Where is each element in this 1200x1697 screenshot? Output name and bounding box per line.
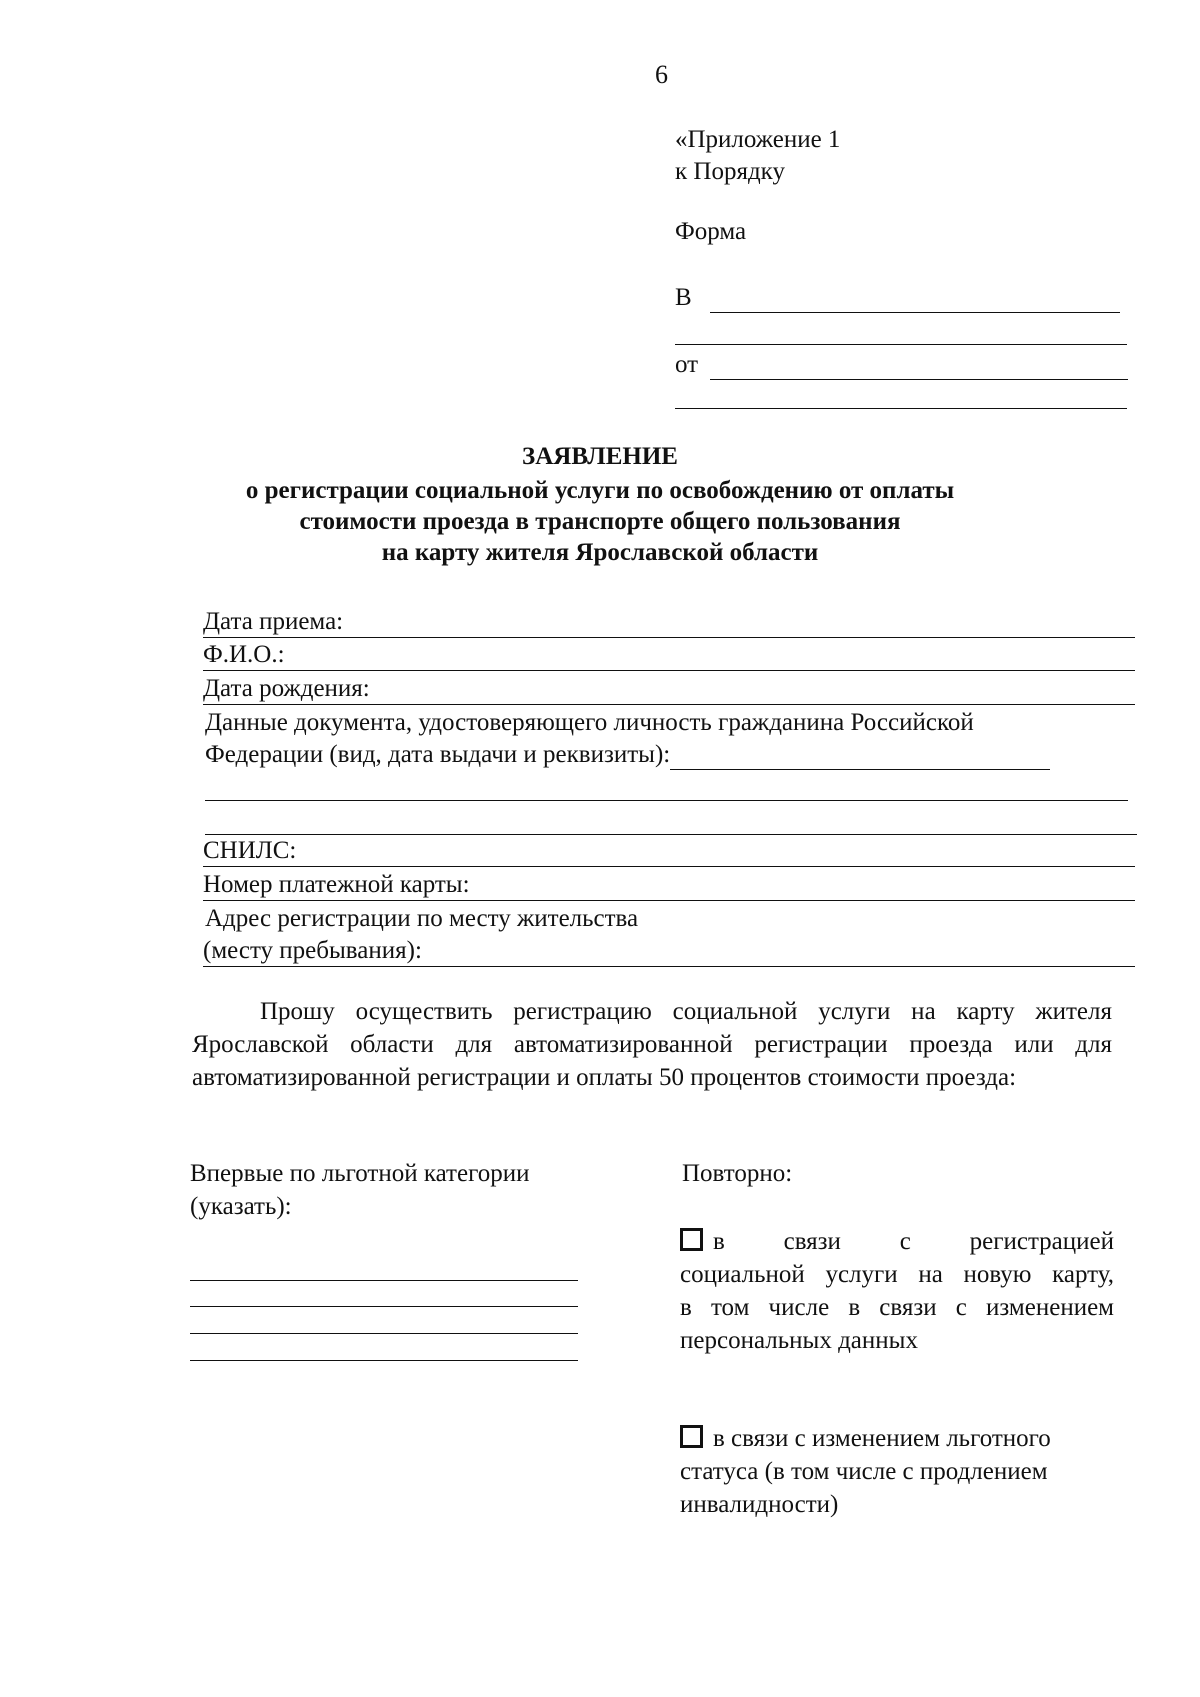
subtitle-line-3: на карту жителя Ярославской области xyxy=(381,539,819,566)
option-new-card-line-2: социальной услуги на новую карту, xyxy=(680,1261,1114,1288)
full-name-label: Ф.И.О.: xyxy=(203,641,285,668)
option-status-line-3: инвалидности) xyxy=(680,1491,839,1518)
reception-date-field[interactable] xyxy=(203,607,1135,638)
category-blank-line-3[interactable] xyxy=(190,1333,578,1334)
from-field-continuation[interactable] xyxy=(675,408,1127,409)
first-time-section xyxy=(190,1157,590,1223)
id-document-field[interactable] xyxy=(670,745,1050,770)
request-paragraph: Прошу осуществить регистрацию социальной услуги на карту жителя Ярославской области для автоматизированной регистрации проезда или для автоматизированной регистрации и оплаты 50 процентов стоимости проезда: xyxy=(192,998,1112,1091)
birth-date-field[interactable] xyxy=(203,674,1135,705)
id-document-label-line-2: Федерации (вид, дата выдачи и реквизиты): xyxy=(205,741,671,768)
first-time-label-line-1: Впервые по льготной категории xyxy=(190,1160,530,1187)
birth-date-label: Дата рождения: xyxy=(203,675,370,702)
appendix-line-1: «Приложение 1 xyxy=(675,126,841,153)
id-document-field-line-3[interactable] xyxy=(205,834,1137,835)
to-row xyxy=(675,283,1120,313)
card-number-label: Номер платежной карты: xyxy=(203,871,470,898)
to-field-continuation[interactable] xyxy=(675,344,1127,345)
appendix-line-2: к Порядку xyxy=(675,158,785,185)
form-label: Форма xyxy=(675,218,747,245)
card-number-field[interactable] xyxy=(203,870,1135,901)
option-status-line-2: статуса (в том числе с продлением xyxy=(680,1458,1048,1485)
to-field[interactable] xyxy=(710,288,1120,313)
id-document-row xyxy=(205,740,1050,770)
appendix-header xyxy=(675,124,840,188)
id-document-label-line-1: Данные документа, удостоверяющего личность гражданина Российской xyxy=(205,709,974,736)
repeat-label: Повторно: xyxy=(682,1160,793,1187)
option-status-line-1 xyxy=(680,1422,1114,1455)
to-label: В xyxy=(675,284,692,311)
first-time-label-line-2: (указать): xyxy=(190,1193,292,1220)
option-new-card-line-4: персональных данных xyxy=(680,1327,918,1354)
id-document-field-line-2[interactable] xyxy=(205,800,1128,801)
snils-label: СНИЛС: xyxy=(203,837,297,864)
reception-date-label: Дата приема: xyxy=(203,608,344,635)
option-status-text-1: в связи с изменением льготного xyxy=(713,1425,1051,1452)
subtitle-line-2: стоимости проезда в транспорте общего пользования xyxy=(299,508,901,535)
document-title: ЗАЯВЛЕНИЕ xyxy=(522,443,678,470)
document-subtitle xyxy=(0,475,1200,568)
option-new-card-line-1 xyxy=(680,1225,1114,1258)
full-name-field[interactable] xyxy=(203,640,1135,671)
from-row xyxy=(675,350,1128,380)
category-blank-line-1[interactable] xyxy=(190,1280,578,1281)
new-card-checkbox[interactable] xyxy=(680,1228,703,1251)
category-blank-line-4[interactable] xyxy=(190,1360,578,1361)
snils-field[interactable] xyxy=(203,836,1135,867)
subtitle-line-1: о регистрации социальной услуги по освобождению от оплаты xyxy=(245,477,955,504)
repeat-option-status-change xyxy=(680,1422,1114,1521)
option-new-card-line-3: в том числе в связи с изменением xyxy=(680,1294,1114,1321)
repeat-option-new-card xyxy=(680,1225,1114,1357)
from-label: от xyxy=(675,351,699,378)
category-blank-line-2[interactable] xyxy=(190,1306,578,1307)
address-field[interactable] xyxy=(203,936,1135,967)
status-change-checkbox[interactable] xyxy=(680,1425,703,1448)
from-field[interactable] xyxy=(710,355,1128,380)
option-new-card-text-1: в связи с регистрацией xyxy=(713,1228,1114,1255)
address-label-line-1: Адрес регистрации по месту жительства xyxy=(205,905,639,932)
address-label-line-2: (месту пребывания): xyxy=(203,937,422,964)
page-number: 6 xyxy=(655,60,668,89)
